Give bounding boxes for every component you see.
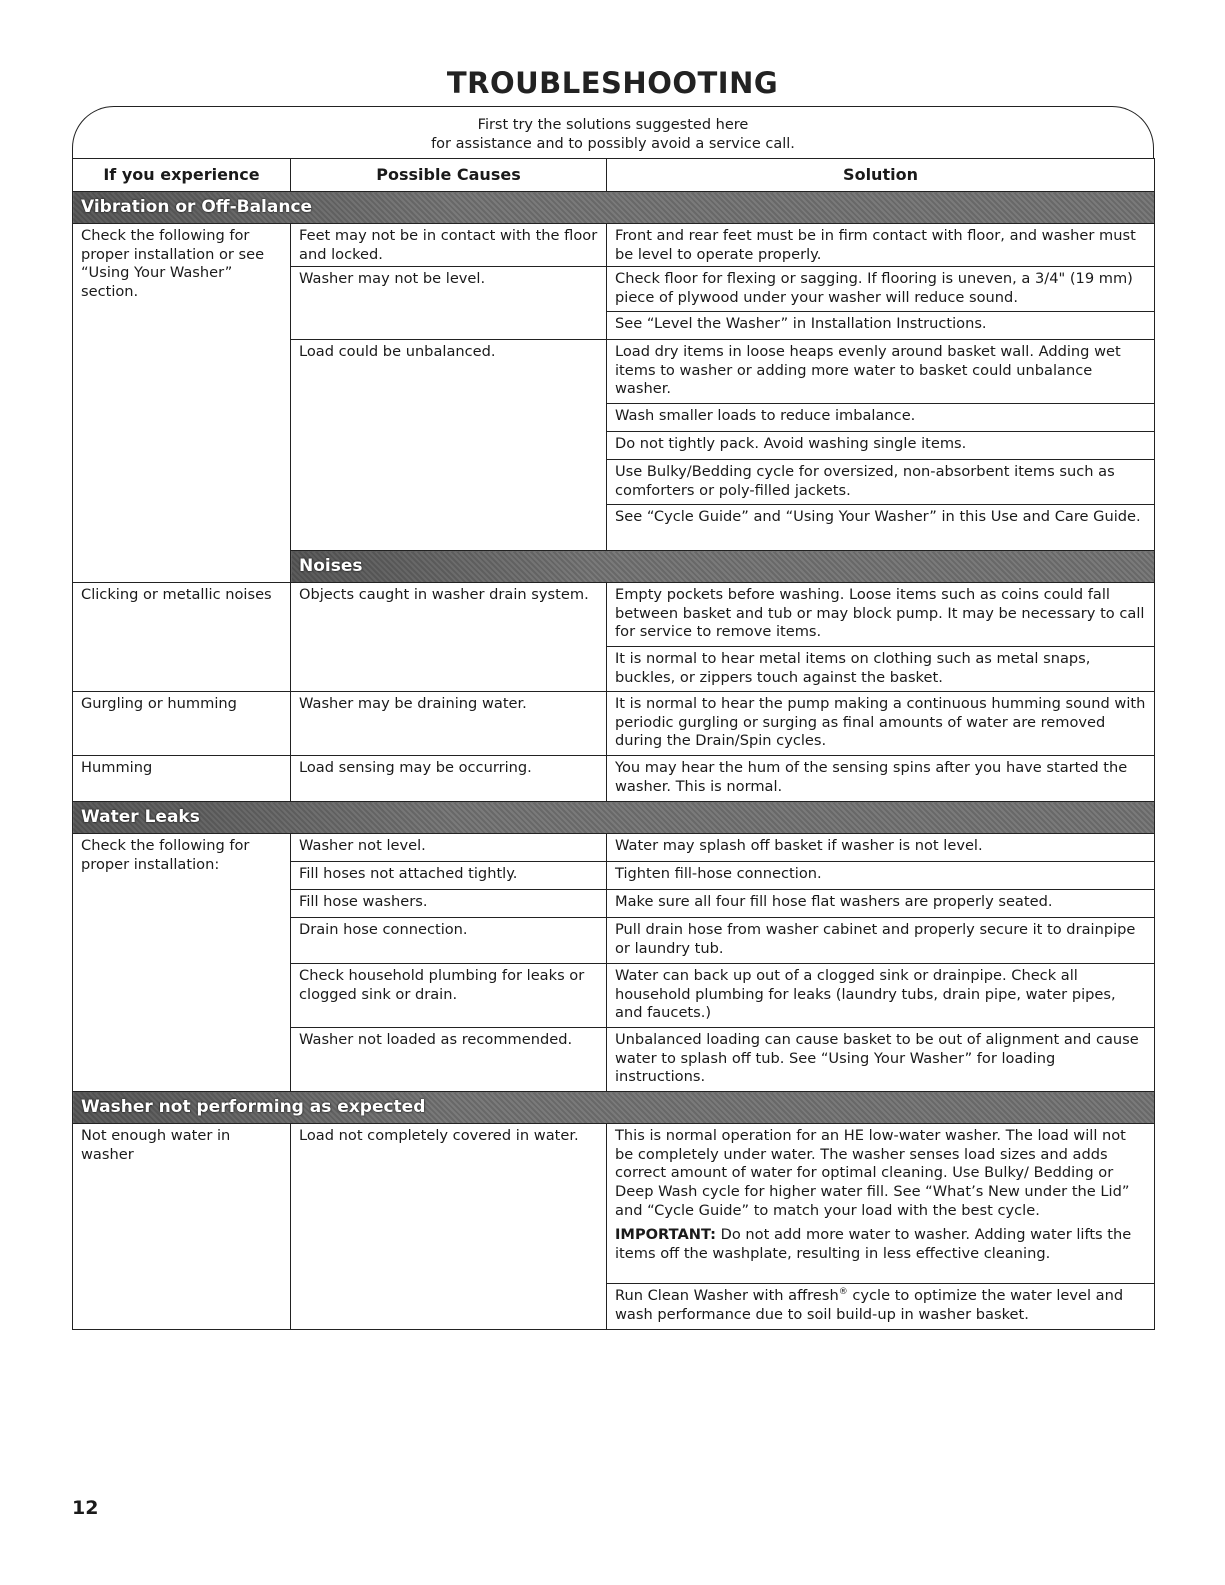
- solution-cell: Load dry items in loose heaps evenly around basket wall. Adding wet items to washer or adding more water to basket could unbalance washer.: [607, 340, 1155, 404]
- symptom-cell: Clicking or metallic noises: [73, 583, 291, 692]
- section-title-noises: Noises: [291, 551, 1155, 583]
- solution-cell: Check floor for flexing or sagging. If flooring is uneven, a 3/4" (19 mm) piece of plywood under your washer will reduce sound.: [607, 267, 1155, 312]
- solution-cell: Wash smaller loads to reduce imbalance.: [607, 404, 1155, 432]
- cause-cell: Washer may be draining water.: [291, 692, 607, 756]
- solution-cell: Do not tightly pack. Avoid washing single items.: [607, 432, 1155, 460]
- section-title-leaks: Water Leaks: [73, 802, 1155, 834]
- cause-cell: Fill hose washers.: [291, 890, 607, 918]
- solution-cell: See “Cycle Guide” and “Using Your Washer” in this Use and Care Guide.: [607, 505, 1155, 551]
- cause-cell: Check household plumbing for leaks or clogged sink or drain.: [291, 964, 607, 1028]
- header-row: [73, 159, 1155, 192]
- solution-cell: Unbalanced loading can cause basket to be out of alignment and cause water to splash off tub. See “Using Your Washer” for loading instructions.: [607, 1028, 1155, 1092]
- cause-cell: Washer not loaded as recommended.: [291, 1028, 607, 1092]
- symptom-cell: Check the following for proper installation:: [73, 834, 291, 1092]
- header-solution: Solution: [607, 159, 1155, 192]
- important-note: [615, 1226, 1146, 1263]
- solution-cell: Pull drain hose from washer cabinet and properly secure it to drainpipe or laundry tub.: [607, 918, 1155, 964]
- cause-cell: Load not completely covered in water.: [291, 1124, 607, 1330]
- solution-cell: Empty pockets before washing. Loose items such as coins could fall between basket and tub or may block pump. It may be necessary to call for service to remove items.: [607, 583, 1155, 647]
- cause-cell: Load could be unbalanced.: [291, 340, 607, 551]
- header-experience: If you experience: [73, 159, 291, 192]
- symptom-cell: Gurgling or humming: [73, 692, 291, 756]
- affresh-text-post: cycle to optimize the water level and wash performance due to soil build-up in washer basket.: [615, 1287, 1124, 1323]
- solution-cell: Front and rear feet must be in firm contact with floor, and washer must be level to operate properly.: [607, 224, 1155, 267]
- troubleshooting-table: [72, 158, 1155, 1330]
- cause-cell: Washer not level.: [291, 834, 607, 862]
- solution-cell: Tighten fill-hose connection.: [607, 862, 1155, 890]
- symptom-cell: Check the following for proper installation or see “Using Your Washer” section.: [73, 224, 291, 583]
- affresh-text-pre: Run Clean Washer with affresh: [615, 1287, 839, 1305]
- important-label: IMPORTANT:: [615, 1226, 716, 1244]
- table-row: [73, 834, 1155, 862]
- section-row: [73, 1092, 1155, 1124]
- cause-cell: Drain hose connection.: [291, 918, 607, 964]
- cause-cell: Load sensing may be occurring.: [291, 756, 607, 802]
- solution-cell: You may hear the hum of the sensing spins after you have started the washer. This is normal.: [607, 756, 1155, 802]
- cause-cell: Fill hoses not attached tightly.: [291, 862, 607, 890]
- intro-line-1: First try the solutions suggested here: [477, 117, 749, 133]
- table-row: [73, 583, 1155, 647]
- page-number: 12: [72, 1497, 99, 1519]
- solution-cell: [607, 1284, 1155, 1330]
- important-text: Do not add more water to washer. Adding water lifts the items off the washplate, resulting in less effective cleaning.: [615, 1226, 1132, 1262]
- solution-cell: It is normal to hear the pump making a continuous humming sound with periodic gurgling or surging as final amounts of water are removed during the Drain/Spin cycles.: [607, 692, 1155, 756]
- solution-cell: Water can back up out of a clogged sink or drainpipe. Check all household plumbing for leaks (laundry tubs, drain pipe, water pipes, and faucets.): [607, 964, 1155, 1028]
- cause-cell: Washer may not be level.: [291, 267, 607, 340]
- solution-cell: It is normal to hear metal items on clothing such as metal snaps, buckles, or zippers touch against the basket.: [607, 647, 1155, 692]
- table-row: [73, 692, 1155, 756]
- section-title-performing: Washer not performing as expected: [73, 1092, 1155, 1124]
- section-row: [73, 192, 1155, 224]
- solution-paragraph: This is normal operation for an HE low-water washer. The load will not be completely under water. The washer senses load sizes and adds correct amount of water for optimal cleaning. Use Bulky/ Bedding or Deep Wash cycle for higher water fill. See “What’s New under the Lid” and “Cycle Guide” to match your load with the best cycle.: [615, 1127, 1130, 1219]
- intro-box: [72, 106, 1154, 158]
- symptom-cell: Not enough water in washer: [73, 1124, 291, 1330]
- page-title: TROUBLESHOOTING: [446, 66, 779, 100]
- solution-cell: Use Bulky/Bedding cycle for oversized, non-absorbent items such as comforters or poly-filled jackets.: [607, 460, 1155, 505]
- table-row: [73, 756, 1155, 802]
- cause-cell: Feet may not be in contact with the floor and locked.: [291, 224, 607, 267]
- solution-cell: [607, 1124, 1155, 1284]
- symptom-cell: Humming: [73, 756, 291, 802]
- section-row: [73, 802, 1155, 834]
- intro-line-2: for assistance and to possibly avoid a service call.: [431, 136, 795, 152]
- section-title-vibration: Vibration or Off-Balance: [73, 192, 1155, 224]
- solution-cell: Make sure all four fill hose flat washers are properly seated.: [607, 890, 1155, 918]
- header-causes: Possible Causes: [291, 159, 607, 192]
- cause-cell: Objects caught in washer drain system.: [291, 583, 607, 692]
- registered-mark: ®: [838, 1287, 848, 1298]
- solution-cell: Water may splash off basket if washer is not level.: [607, 834, 1155, 862]
- solution-cell: See “Level the Washer” in Installation Instructions.: [607, 312, 1155, 340]
- table-row: [73, 1124, 1155, 1284]
- table-row: [73, 224, 1155, 267]
